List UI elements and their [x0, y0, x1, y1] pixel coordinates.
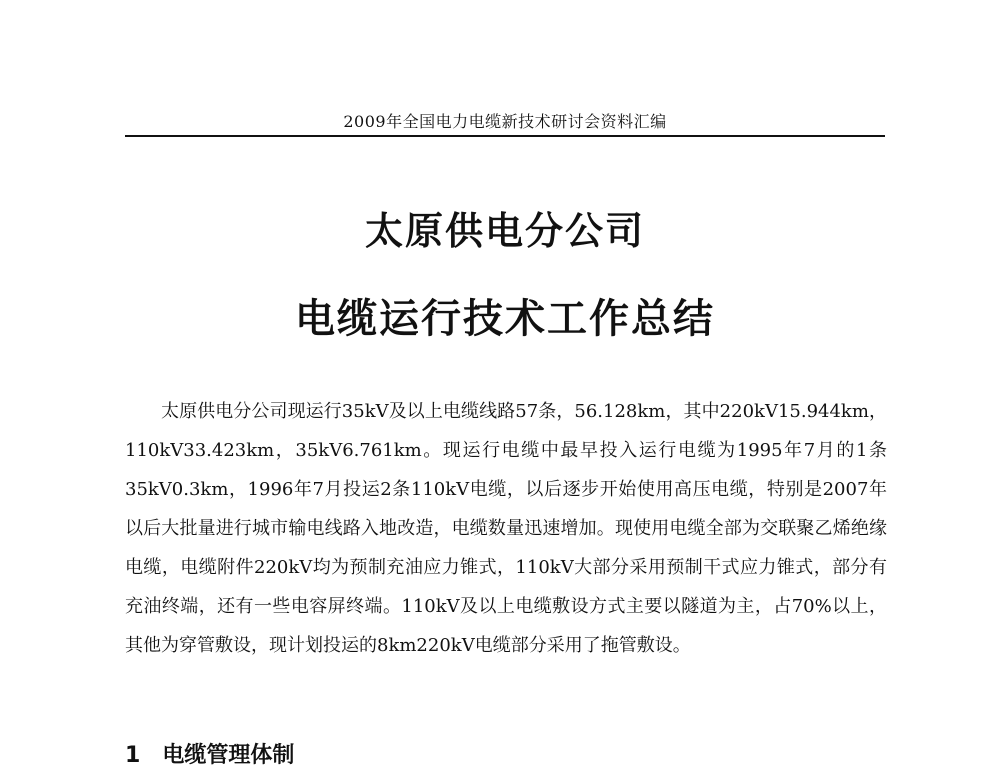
section-heading-text: 电缆管理体制	[162, 743, 295, 768]
header-rule	[125, 135, 885, 137]
running-header: 2009年全国电力电缆新技术研讨会资料汇编	[343, 112, 667, 131]
document-title-line-1: 太原供电分公司	[364, 209, 645, 253]
body-paragraph: 太原供电分公司现运行35kV及以上电缆线路57条，56.128km，其中220kV15.944km，110kV33.423km，35kV6.761km。现运行电缆中最早投入运行电缆为1995年7月的1条35kV0.3km，1996年7月投运2条110kV电缆，以后逐步开始使用高压电缆，特别是2007年以后大批量进行城市输电线路入地改造，电缆数量迅速增加。现使用电缆全部为交联聚乙烯绝缘电缆，电缆附件220kV均为预制充油应力锥式，110kV大部分采用预制干式应力锥式，部分有充油终端，还有一些电容屏终端。110kV及以上电缆敷设方式主要以隧道为主，占70%以上，其他为穿管敷设，现计划投运的8km220kV电缆部分采用了拖管敷设。	[125, 401, 887, 656]
document-title-line-2: 电缆运行技术工作总结	[295, 296, 715, 342]
section-heading	[125, 742, 294, 770]
section-number: 1	[125, 743, 141, 768]
